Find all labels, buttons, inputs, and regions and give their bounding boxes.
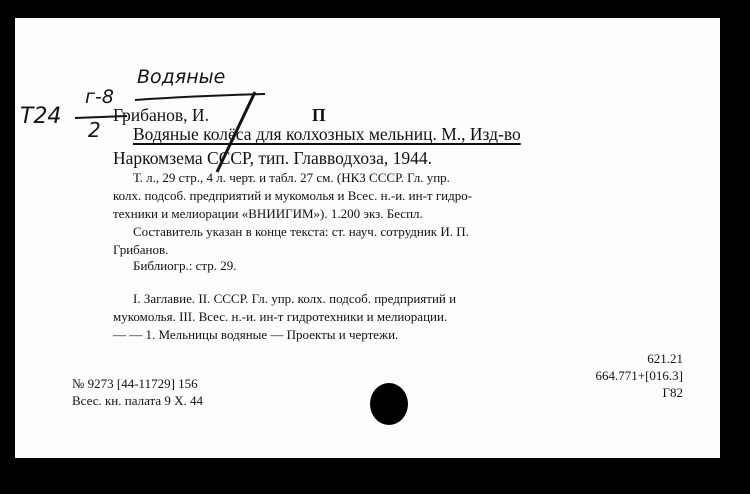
classification-line-3: Г82 <box>662 385 683 400</box>
classification-line-2: 664.771+[016.3] <box>595 368 683 383</box>
description-line-2: колх. подсоб. предприятий и мукомолья и Всес. н.-и. ин-т гидро- <box>113 188 473 203</box>
handwritten-call-prefix: Т24 <box>20 104 62 129</box>
punch-hole <box>370 383 408 425</box>
tracings-line-3: — — 1. Мельницы водяные — Проекты и чертежи. <box>113 327 399 342</box>
tracings-line-1: I. Заглавие. II. СССР. Гл. упр. колх. подсоб. предприятий и <box>133 291 457 306</box>
compiler-line-1: Составитель указан в конце текста: ст. науч. сотрудник И. П. <box>133 224 469 239</box>
handwritten-fraction-denominator: 2 <box>88 118 101 142</box>
handwritten-fraction-numerator: г-8 <box>85 86 114 108</box>
book-chamber-date: Всес. кн. палата 9 X. 44 <box>72 393 203 408</box>
card-number: № 9273 [44-11729] 156 <box>72 376 198 391</box>
title-line: Водяные колёса для колхозных мельниц. М., Изд-во <box>133 124 521 144</box>
publisher-line: Наркомзема СССР, тип. Главводхоза, 1944. <box>113 148 432 168</box>
compiler-line-2: Грибанов. <box>113 242 169 257</box>
author-line: Грибанов, И. <box>113 105 209 125</box>
author-initial-p: П <box>312 105 326 125</box>
description-line-3: техники и мелиорации «ВНИИГИМ»). 1.200 экз. Беспл. <box>113 206 423 221</box>
tracings-line-2: мукомолья. III. Всес. н.-и. ин-т гидротехники и мелиорации. <box>113 309 448 324</box>
description-line-1: Т. л., 29 стр., 4 л. черт. и табл. 27 см. (НКЗ СССР. Гл. упр. <box>133 170 450 185</box>
bibliography-note: Библиогр.: стр. 29. <box>133 258 237 273</box>
classification-line-1: 621.21 <box>647 351 683 366</box>
handwritten-subject-note: Водяные <box>137 66 226 88</box>
catalog-card <box>15 18 720 458</box>
